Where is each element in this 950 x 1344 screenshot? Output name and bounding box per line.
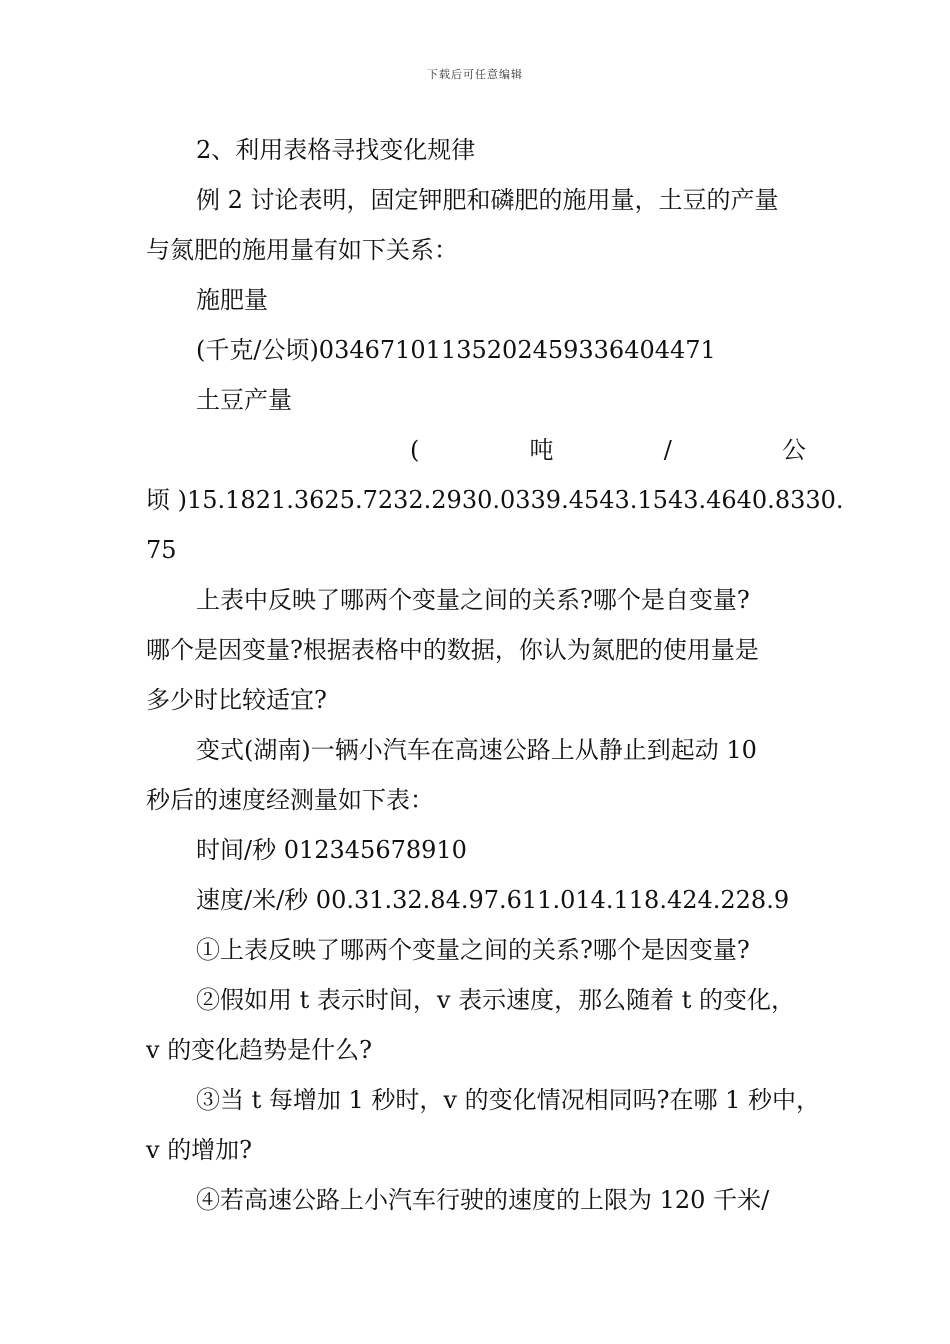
question-2-line-2: v 的变化趋势是什么?	[146, 1036, 373, 1064]
question-1: ①上表反映了哪两个变量之间的关系?哪个是因变量?	[196, 936, 750, 964]
unit-slash: /	[663, 436, 672, 464]
example-2-text-line-2: 与氮肥的施用量有如下关系：	[146, 236, 458, 264]
question-paragraph-line-2: 哪个是因变量?根据表格中的数据，你认为氮肥的使用量是	[146, 636, 759, 664]
fertilizer-amount-label: 施肥量	[196, 286, 268, 314]
question-paragraph-line-3: 多少时比较适宜?	[146, 686, 327, 714]
potato-yield-label: 土豆产量	[196, 386, 292, 414]
fertilizer-amount-values: (千克/公顷)03467101135202459336404471	[196, 336, 716, 364]
header-note: 下载后可任意编辑	[427, 68, 523, 81]
potato-yield-values: 顷 )15.1821.3625.7232.2930.0339.4543.1543.4640.8330.	[146, 486, 844, 514]
variant-text-line-2: 秒后的速度经测量如下表：	[146, 786, 434, 814]
speed-row: 速度/米/秒 00.31.32.84.97.611.014.118.424.228.9	[196, 886, 790, 914]
unit-ton: 吨	[529, 436, 554, 464]
section-heading: 2、利用表格寻找变化规律	[196, 136, 476, 164]
question-3-line-1: ③当 t 每增加 1 秒时，v 的变化情况相同吗?在哪 1 秒中，	[196, 1086, 821, 1114]
unit-open-paren: (	[410, 436, 420, 464]
question-2-line-1: ②假如用 t 表示时间，v 表示速度，那么随着 t 的变化，	[196, 986, 795, 1014]
time-row: 时间/秒 012345678910	[196, 836, 467, 864]
question-paragraph-line-1: 上表中反映了哪两个变量之间的关系?哪个是自变量?	[196, 586, 750, 614]
potato-yield-values-cont: 75	[146, 536, 177, 564]
potato-yield-unit-spread	[410, 435, 806, 465]
unit-gong: 公	[781, 436, 806, 464]
question-3-line-2: v 的增加?	[146, 1136, 253, 1164]
variant-text-line-1: 变式(湖南)一辆小汽车在高速公路上从静止到起动 10	[196, 736, 757, 764]
question-4-line-1: ④若高速公路上小汽车行驶的速度的上限为 120 千米/	[196, 1186, 770, 1214]
example-2-text-line-1: 例 2 讨论表明，固定钾肥和磷肥的施用量，土豆的产量	[196, 186, 779, 214]
